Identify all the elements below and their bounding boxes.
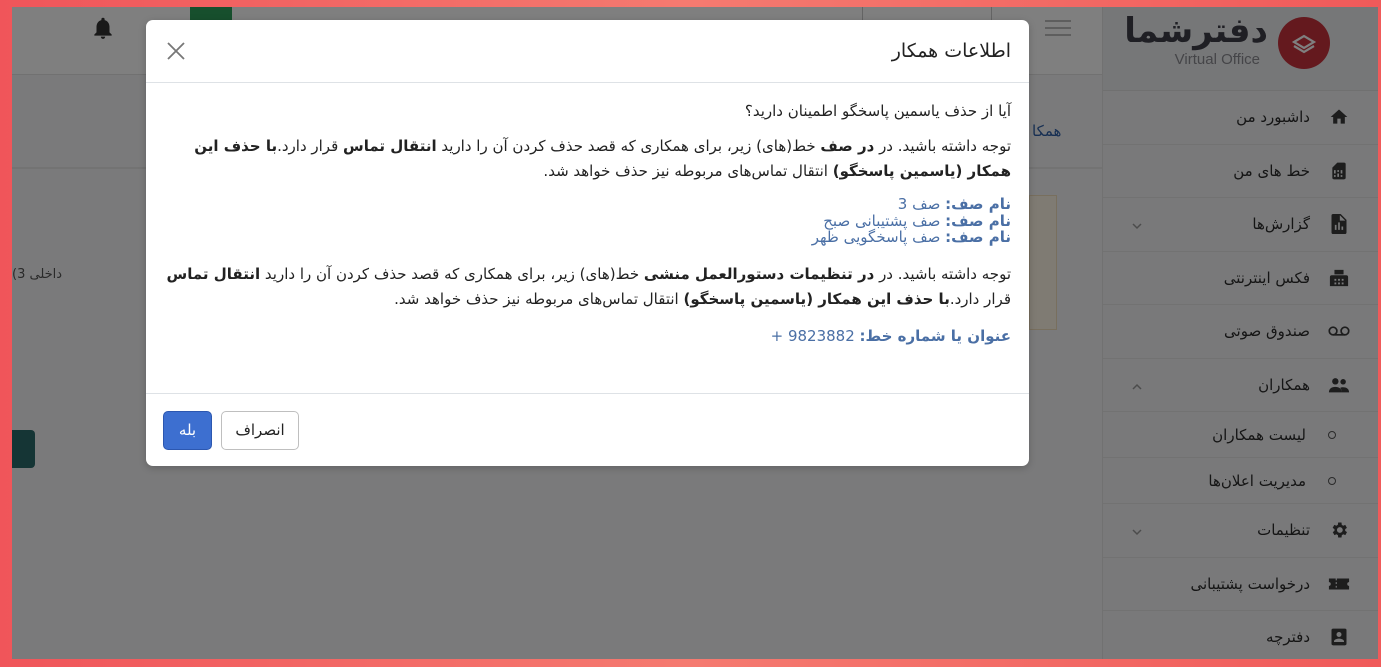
bold-text: انتقال تماس xyxy=(166,264,261,283)
line-reference xyxy=(164,324,1011,349)
dialog-title: اطلاعات همکار xyxy=(891,40,1011,62)
queue-label: نام صف: xyxy=(945,211,1011,230)
text: قرار دارد. xyxy=(277,137,344,155)
list-item xyxy=(164,213,1011,230)
bold-text: در صف xyxy=(820,137,875,155)
close-icon[interactable] xyxy=(164,39,188,63)
dialog-header xyxy=(146,20,1029,83)
bold-text: انتقال تماس xyxy=(343,137,437,155)
text: توجه داشته باشید. در xyxy=(874,264,1011,283)
queue-label: نام صف: xyxy=(945,228,1011,246)
queue-name: صف 3 xyxy=(897,195,941,213)
cancel-button[interactable]: انصراف xyxy=(221,411,299,450)
line-label: عنوان یا شماره خط: xyxy=(859,326,1011,345)
text: توجه داشته باشید. در xyxy=(874,137,1011,155)
secretary-warning-text xyxy=(164,262,1011,312)
dialog-footer xyxy=(146,393,1029,466)
queue-list xyxy=(164,196,1011,246)
bold-text: با حذف این همکار (یاسمین پاسخگو) xyxy=(194,137,1011,180)
line-number: + 9823882 xyxy=(770,326,855,345)
list-item xyxy=(164,229,1011,246)
queue-warning-text xyxy=(164,134,1011,184)
text: قرار دارد. xyxy=(949,289,1011,308)
confirm-question: آیا از حذف یاسمین پاسخگو اطمینان دارید؟ xyxy=(744,102,1011,120)
bold-text: با حذف این همکار (یاسمین پاسخگو) xyxy=(683,289,950,308)
confirm-delete-dialog xyxy=(146,20,1029,466)
dialog-body xyxy=(146,83,1029,349)
confirm-button[interactable]: بله xyxy=(163,411,212,450)
queue-label: نام صف: xyxy=(945,195,1011,213)
text: انتقال تماس‌های مربوطه نیز حذف خواهد شد. xyxy=(394,289,684,308)
text: انتقال تماس‌های مربوطه نیز حذف خواهد شد. xyxy=(543,162,833,180)
queue-name: صف پاسخگویی ظهر xyxy=(811,228,941,246)
list-item xyxy=(164,196,1011,213)
queue-name: صف پشتیبانی صبح xyxy=(823,211,941,230)
text: خط(های) زیر، برای همکاری که قصد حذف کردن آن را دارید xyxy=(260,264,644,283)
text: خط(های) زیر، برای همکاری که قصد حذف کردن آن را دارید xyxy=(436,137,821,155)
bold-text: در تنظیمات دستورالعمل منشی xyxy=(643,264,875,283)
